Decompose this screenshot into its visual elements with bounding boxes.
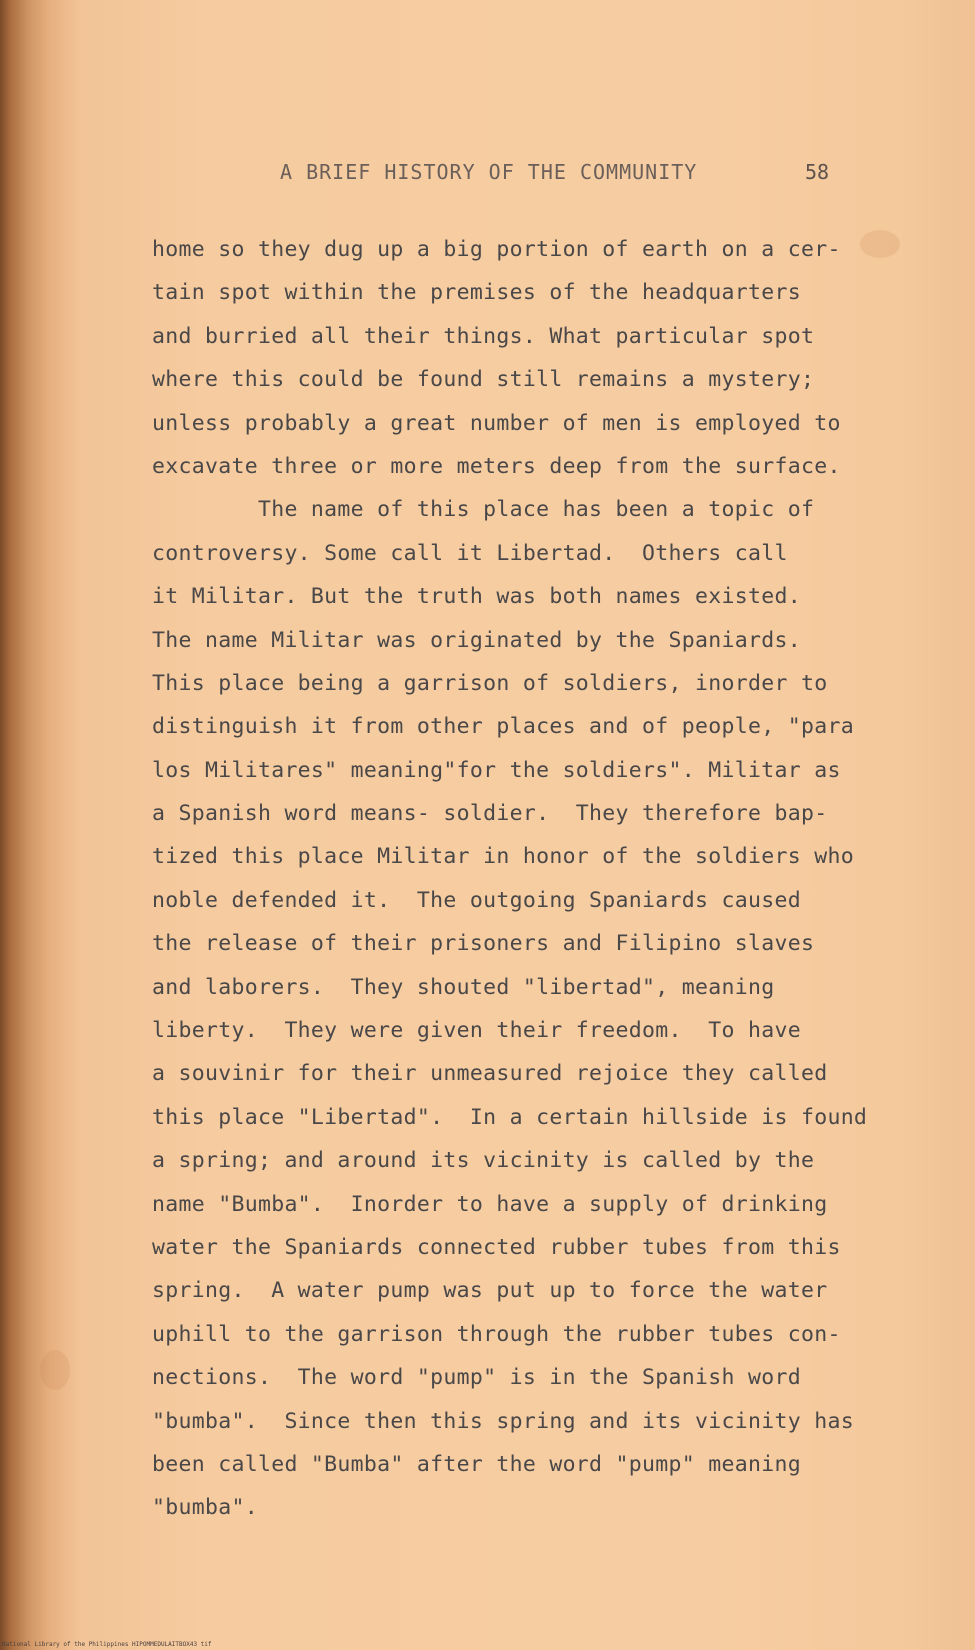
text-line: water the Spaniards connected rubber tubes from this	[152, 1234, 841, 1260]
text-line: "bumba".	[152, 1495, 258, 1521]
text-line: home so they dug up a big portion of earth on a cer-	[152, 237, 841, 262]
text-line: been called "Bumba" after the word "pump" meaning	[152, 1451, 801, 1477]
text-line: and burried all their things. What particular spot	[152, 323, 815, 349]
text-line: controversy. Some call it Libertad. Others call	[152, 540, 788, 566]
text-line: The name of this place has been a topic of	[152, 497, 815, 523]
text-line: name "Bumba". Inorder to have a supply of drinking	[152, 1191, 828, 1217]
text-line: unless probably a great number of men is employed to	[152, 410, 841, 436]
text-line: uphill to the garrison through the rubber tubes con-	[152, 1321, 841, 1347]
text-line: distinguish it from other places and of people, "para	[152, 714, 854, 740]
text-line: the release of their prisoners and Filipino slaves	[152, 931, 815, 957]
text-line: it Militar. But the truth was both names existed.	[152, 584, 801, 610]
scan-footer: National Library of the Philippines HIPOMMEDULAITBOX43 tif	[2, 1641, 212, 1648]
paper-stain	[40, 1350, 70, 1390]
text-line: los Militares" meaning"for the soldiers". Militar as	[152, 757, 841, 783]
text-line: nections. The word "pump" is in the Spanish word	[152, 1365, 801, 1391]
page-number: 58	[805, 160, 830, 184]
text-line: "bumba". Since then this spring and its vicinity has	[152, 1408, 854, 1434]
text-line: this place "Libertad". In a certain hillside is found	[152, 1104, 868, 1130]
text-line: a spring; and around its vicinity is called by the	[152, 1148, 815, 1174]
text-line: where this could be found still remains a mystery;	[152, 367, 815, 393]
text-line: a souvinir for their unmeasured rejoice they called	[152, 1061, 828, 1087]
page-header	[0, 160, 975, 194]
text-line: liberty. They were given their freedom. To have	[152, 1018, 801, 1044]
text-line: This place being a garrison of soldiers, inorder to	[152, 670, 828, 696]
text-line: excavate three or more meters deep from the surface.	[152, 453, 841, 479]
text-line: The name Militar was originated by the Spaniards.	[152, 627, 801, 653]
text-line: spring. A water pump was put up to force the water	[152, 1278, 828, 1304]
body-text	[152, 228, 882, 1530]
text-line: tized this place Militar in honor of the soldiers who	[152, 844, 854, 870]
text-line: noble defended it. The outgoing Spaniards caused	[152, 887, 801, 913]
text-line: tain spot within the premises of the headquarters	[152, 280, 801, 306]
running-title: A BRIEF HISTORY OF THE COMMUNITY	[280, 160, 698, 184]
text-line: a Spanish word means- soldier. They therefore bap-	[152, 801, 828, 827]
text-line: and laborers. They shouted "libertad", meaning	[152, 974, 775, 1000]
